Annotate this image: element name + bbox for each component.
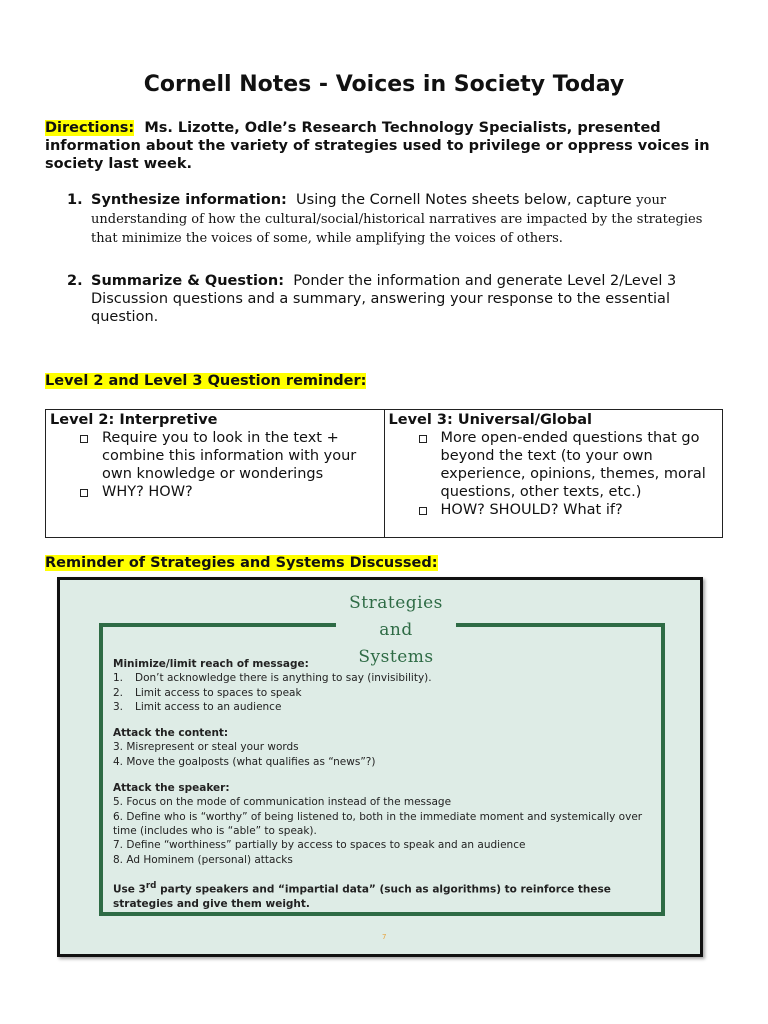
- step-number: 1.: [67, 192, 83, 208]
- list-item: 4. Move the goalposts (what qualifies as “news”?): [113, 755, 376, 768]
- checkbox-bullet-icon: [80, 489, 88, 497]
- section-heading: Attack the content:: [113, 727, 229, 740]
- strategies-heading-text: Reminder of Strategies and Systems Discussed:: [45, 555, 438, 571]
- list-item: 7. Define “worthiness” partially by access to spaces to speak and an audience: [113, 839, 526, 852]
- checkbox-bullet-icon: [419, 435, 427, 443]
- level-3-cell: [384, 410, 723, 538]
- item-text: Limit access to an audience: [135, 700, 282, 713]
- list-item: 8. Ad Hominem (personal) attacks: [113, 853, 293, 866]
- step-label: Synthesize information:: [91, 192, 287, 208]
- level-2-heading: Level 2: Interpretive: [50, 412, 218, 428]
- item-number: 2.: [113, 686, 124, 699]
- step-label: Summarize & Question:: [91, 273, 285, 289]
- step-text-serif: your understanding of how the cultural/social/historical narratives are impacted by the strategies that minimize the voices of some, while amplifying the voices of others.: [91, 193, 703, 246]
- section-heading: Minimize/limit reach of message:: [113, 658, 309, 670]
- step-summarize: [45, 272, 725, 326]
- directions-text: Ms. Lizotte, Odle’s Research Technology Specialists, presented information about the variety of strategies used to privilege or oppress voices in society last week.: [45, 120, 710, 172]
- step-text: Using the Cornell Notes sheets below, capture: [296, 192, 637, 208]
- poster-page-number: 7: [382, 933, 387, 941]
- poster-final-note: [113, 879, 653, 911]
- list-item: [113, 700, 653, 714]
- list-item: [113, 686, 653, 700]
- step-synthesize: [45, 191, 725, 248]
- poster-title-line: and: [379, 620, 413, 640]
- list-item: [74, 429, 380, 483]
- section-heading: Attack the speaker:: [113, 782, 230, 795]
- list-item-text: More open-ended questions that go beyond the text (to your own experience, opinions, themes, moral questions, other texts, etc.): [440, 430, 706, 500]
- list-item: [113, 671, 653, 685]
- levels-table: [45, 409, 723, 538]
- directions: [45, 119, 725, 173]
- final-text: party speakers and “impartial data” (such as algorithms) to reinforce these strategies and give them weight.: [113, 883, 611, 910]
- list-item: [74, 483, 380, 501]
- list-item-text: HOW? SHOULD? What if?: [440, 502, 623, 518]
- strategies-heading: [45, 555, 438, 571]
- list-item-text: WHY? HOW?: [102, 484, 193, 500]
- list-item: 5. Focus on the mode of communication instead of the message: [113, 796, 452, 809]
- final-superscript: rd: [145, 880, 157, 891]
- step-number: 2.: [67, 273, 83, 289]
- level-2-cell: [46, 410, 385, 538]
- item-number: 3.: [113, 700, 124, 713]
- list-item: [413, 429, 719, 501]
- step-text: Ponder the information and generate Level 2/Level 3 Discussion questions and a summary, answering your response to the essential question.: [91, 273, 677, 325]
- levels-heading-text: Level 2 and Level 3 Question reminder:: [45, 373, 367, 389]
- list-item-text: Require you to look in the text + combine this information with your own knowledge or wonderings: [102, 430, 357, 482]
- item-text: Limit access to spaces to speak: [135, 686, 302, 699]
- page-title: Cornell Notes - Voices in Society Today: [143, 72, 625, 97]
- strategies-poster: [57, 577, 703, 957]
- list-item: 3. Misrepresent or steal your words: [113, 741, 299, 754]
- list-item: 6. Define who is “worthy” of being listened to, both in the immediate moment and systemically over time (includes who is “able” to speak).: [113, 810, 643, 837]
- checkbox-bullet-icon: [419, 507, 427, 515]
- directions-label: Directions:: [45, 120, 135, 136]
- list-item: [413, 501, 719, 519]
- levels-heading: [45, 373, 366, 389]
- checkbox-bullet-icon: [80, 435, 88, 443]
- poster-title-line: Systems: [358, 647, 434, 667]
- poster-title-line: Strategies: [349, 593, 443, 613]
- level-3-heading: Level 3: Universal/Global: [388, 412, 592, 428]
- poster-body: [113, 657, 653, 911]
- item-number: 1.: [113, 672, 124, 685]
- steps-list: [45, 191, 725, 326]
- final-text: Use 3: [113, 883, 146, 896]
- item-text: Don’t acknowledge there is anything to say (invisibility).: [135, 672, 432, 685]
